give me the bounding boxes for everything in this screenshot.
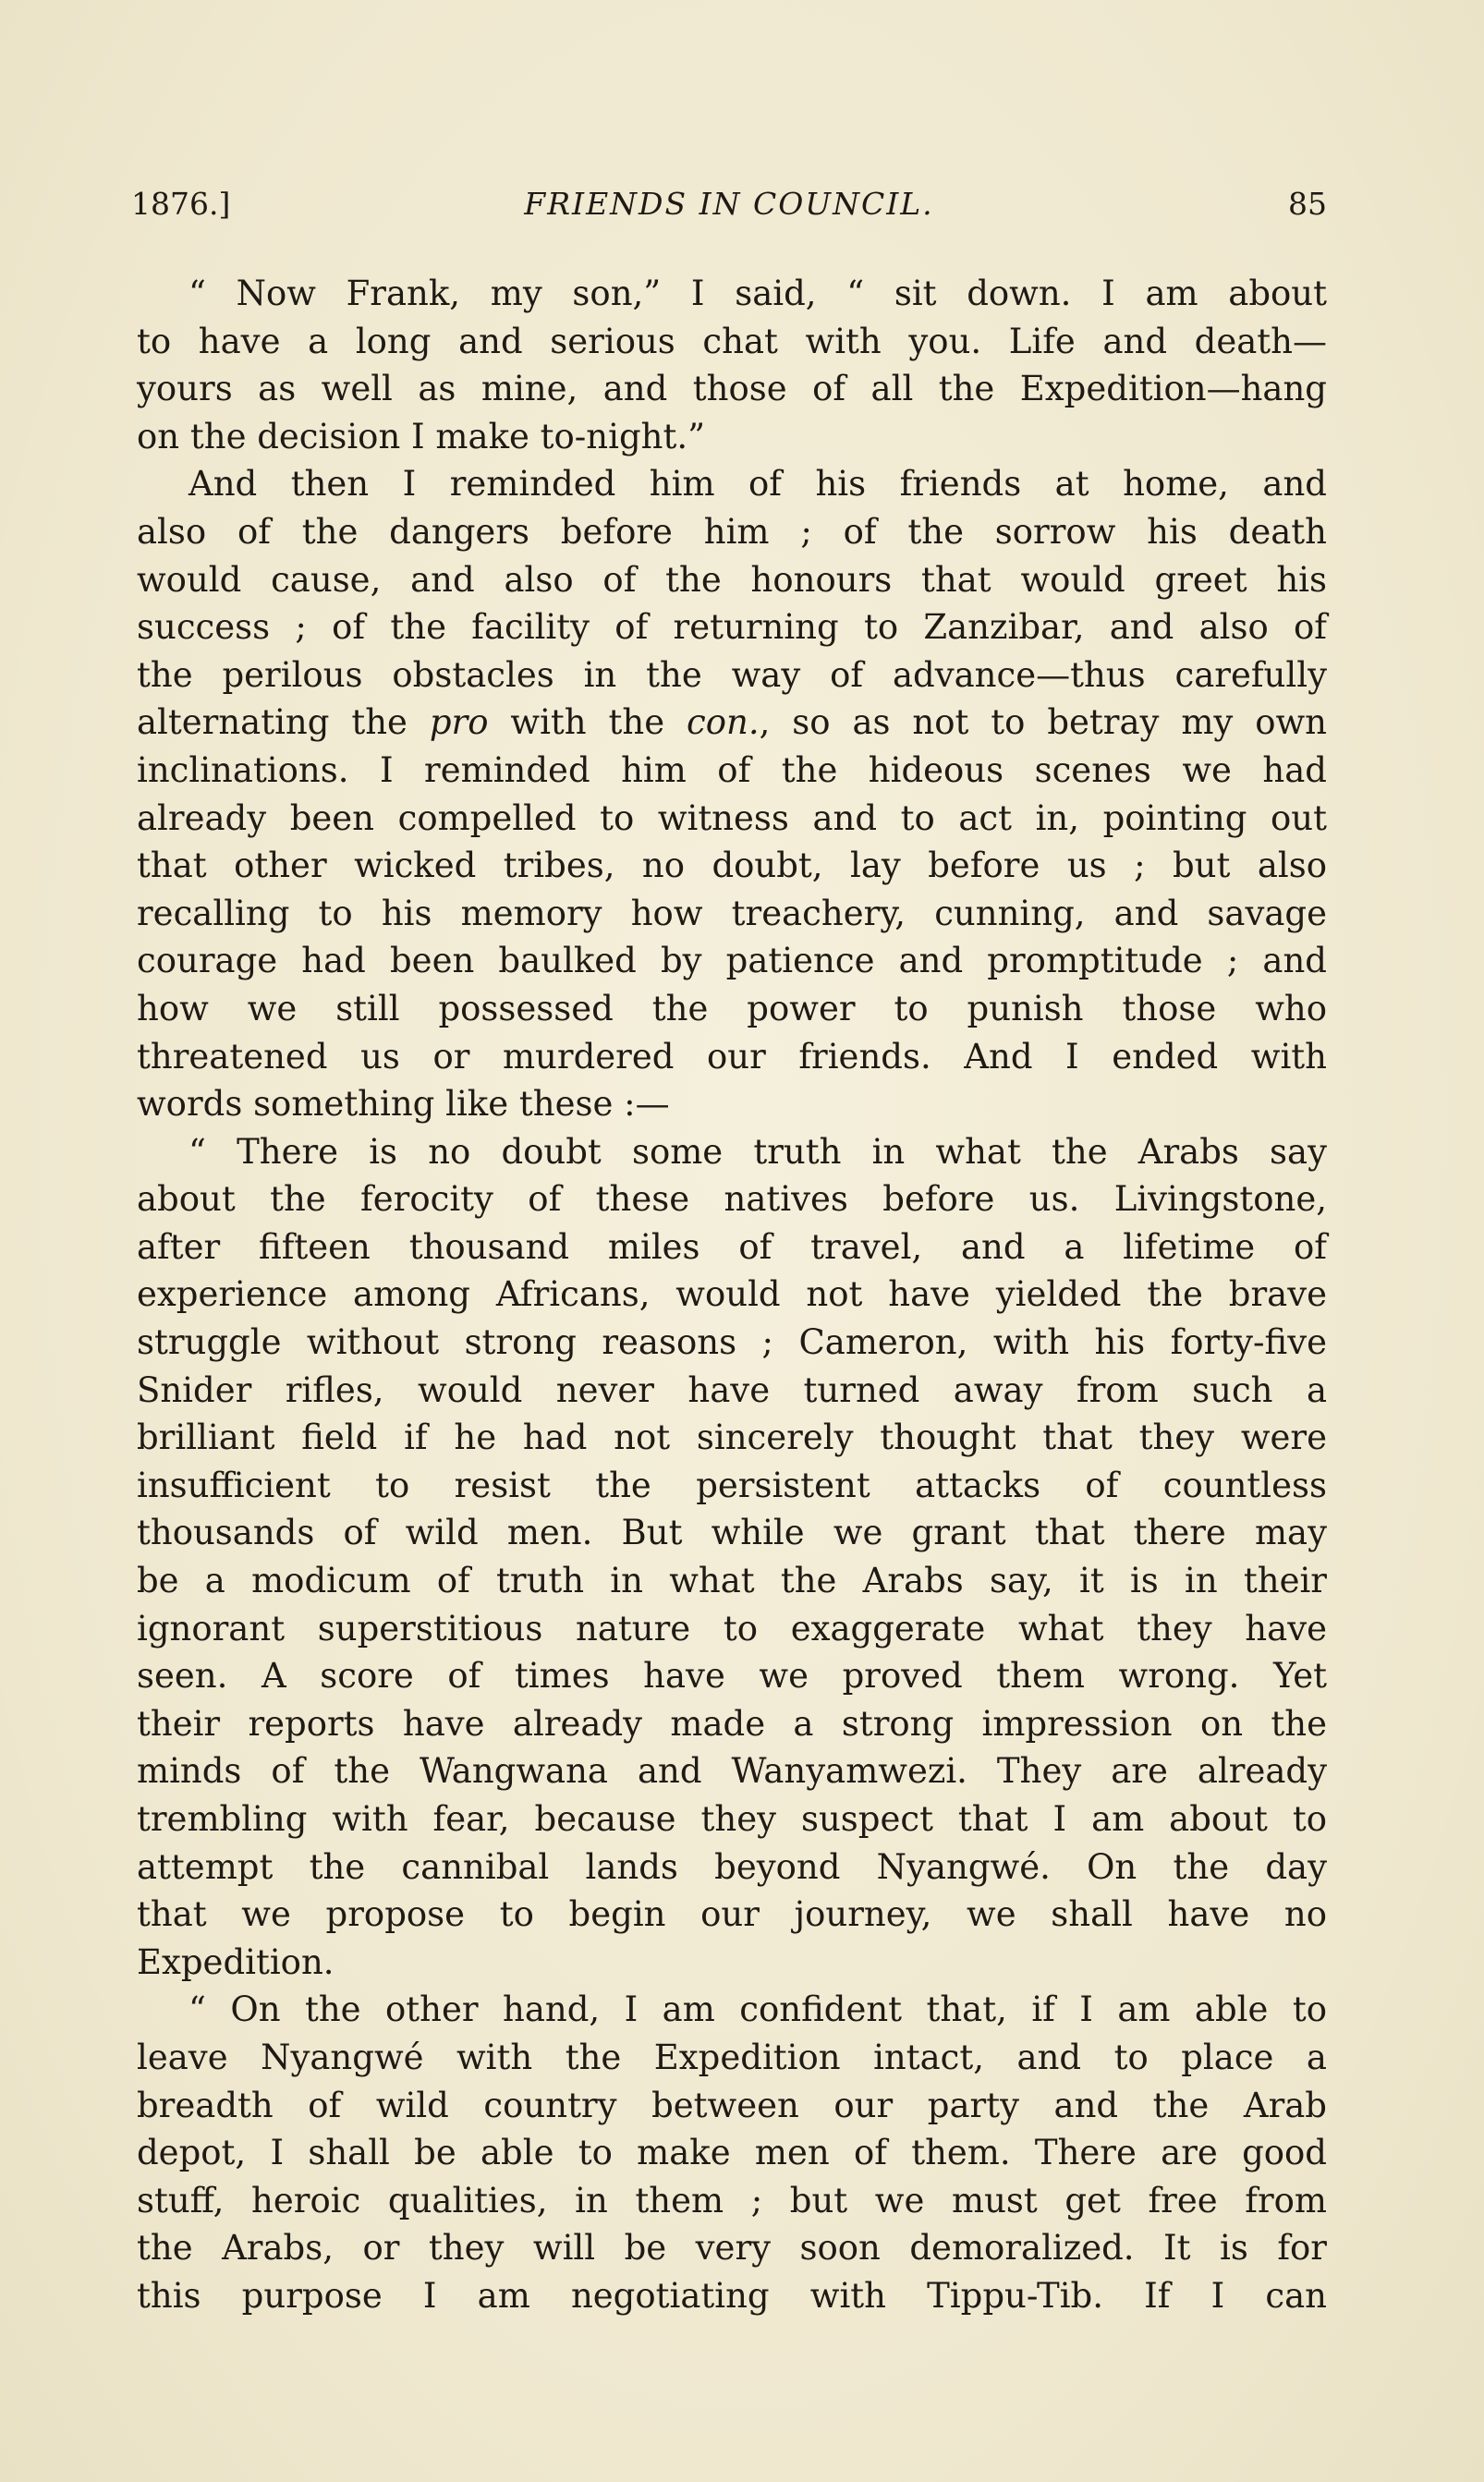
text-line: struggle without strong reasons ; Cameron, with his forty-five	[137, 1322, 1327, 1363]
text-line: trembling with fear, because they suspect that I am about to	[137, 1799, 1327, 1839]
text-line: courage had been baulked by patience and promptitude ; and	[137, 941, 1327, 981]
text-line: stuff, heroic qualities, in them ; but we must get free from	[137, 2180, 1327, 2220]
text-line: be a modicum of truth in what the Arabs say, it is in their	[137, 1561, 1327, 1601]
text-line: “ There is no doubt some truth in what the Arabs say	[189, 1131, 1327, 1172]
text-line: already been compelled to witness and to act in, pointing out	[137, 797, 1327, 838]
text-line: depot, I shall be able to make men of them. There are good	[137, 2133, 1327, 2173]
text-line: how we still possessed the power to punish those who	[137, 988, 1327, 1028]
text-line: recalling to his memory how treachery, cunning, and savage	[137, 893, 1327, 933]
text-line: that we propose to begin our journey, we shall have no	[137, 1894, 1327, 1935]
text-line: on the decision I make to-night.”	[137, 416, 706, 456]
header-title: FRIENDS IN COUNCIL.	[524, 186, 934, 222]
text-line: threatened us or murdered our friends. And I ended with	[137, 1036, 1327, 1077]
text-line: insufficient to resist the persistent attacks of countless	[137, 1465, 1327, 1505]
text-line: “ Now Frank, my son,” I said, “ sit down. I am about	[189, 274, 1327, 313]
text-line: minds of the Wangwana and Wanyamwezi. They are already	[137, 1751, 1327, 1792]
text-line: after fifteen thousand miles of travel, and a lifetime of	[137, 1226, 1327, 1267]
text-line: this purpose I am negotiating with Tippu-Tib. If I can	[137, 2275, 1327, 2316]
text-line: “ On the other hand, I am confident that, if I am able to	[189, 1989, 1327, 2030]
text-line: the perilous obstacles in the way of advance—thus carefully	[137, 654, 1327, 695]
text-line: leave Nyangwé with the Expedition intact, and to place a	[137, 2037, 1327, 2077]
text-line: to have a long and serious chat with you. Life and death—	[137, 321, 1327, 361]
running-header	[131, 181, 1327, 227]
text-line: experience among Africans, would not have yielded the brave	[137, 1274, 1327, 1315]
text-line: also of the dangers before him ; of the sorrow his death	[137, 511, 1327, 552]
header-year: 1876.]	[131, 186, 231, 222]
text-line: their reports have already made a strong impression on the	[137, 1703, 1327, 1744]
text-line: alternating the pro with the con., so as not to betray my own	[137, 702, 1327, 743]
text-line: words something like these :—	[137, 1084, 670, 1125]
text-line: about the ferocity of these natives before us. Livingstone,	[137, 1179, 1327, 1220]
text-line: And then I reminded him of his friends at home, and	[189, 464, 1327, 505]
text-line: Expedition.	[137, 1941, 335, 1982]
text-line: seen. A score of times have we proved them wrong. Yet	[137, 1656, 1327, 1697]
text-line: Snider rifles, would never have turned away from such a	[137, 1369, 1327, 1410]
text-line: brilliant field if he had not sincerely thought that they were	[137, 1417, 1327, 1458]
body-text	[137, 270, 1327, 2320]
text-line: breadth of wild country between our party and the Arab	[137, 2085, 1327, 2125]
text-line: the Arabs, or they will be very soon demoralized. It is for	[137, 2228, 1327, 2269]
text-line: success ; of the facility of returning to Zanzibar, and also of	[137, 607, 1327, 648]
page-number: 85	[1288, 186, 1327, 222]
text-line: yours as well as mine, and those of all the Expedition—hang	[137, 369, 1327, 409]
text-line: would cause, and also of the honours that would greet his	[137, 559, 1327, 600]
text-line: that other wicked tribes, no doubt, lay before us ; but also	[137, 846, 1327, 886]
text-line: inclinations. I reminded him of the hideous scenes we had	[137, 749, 1327, 790]
text-line: attempt the cannibal lands beyond Nyangwé. On the day	[137, 1846, 1327, 1887]
text-line: ignorant superstitious nature to exaggerate what they have	[137, 1608, 1327, 1649]
text-line: thousands of wild men. But while we grant that there may	[137, 1513, 1327, 1553]
